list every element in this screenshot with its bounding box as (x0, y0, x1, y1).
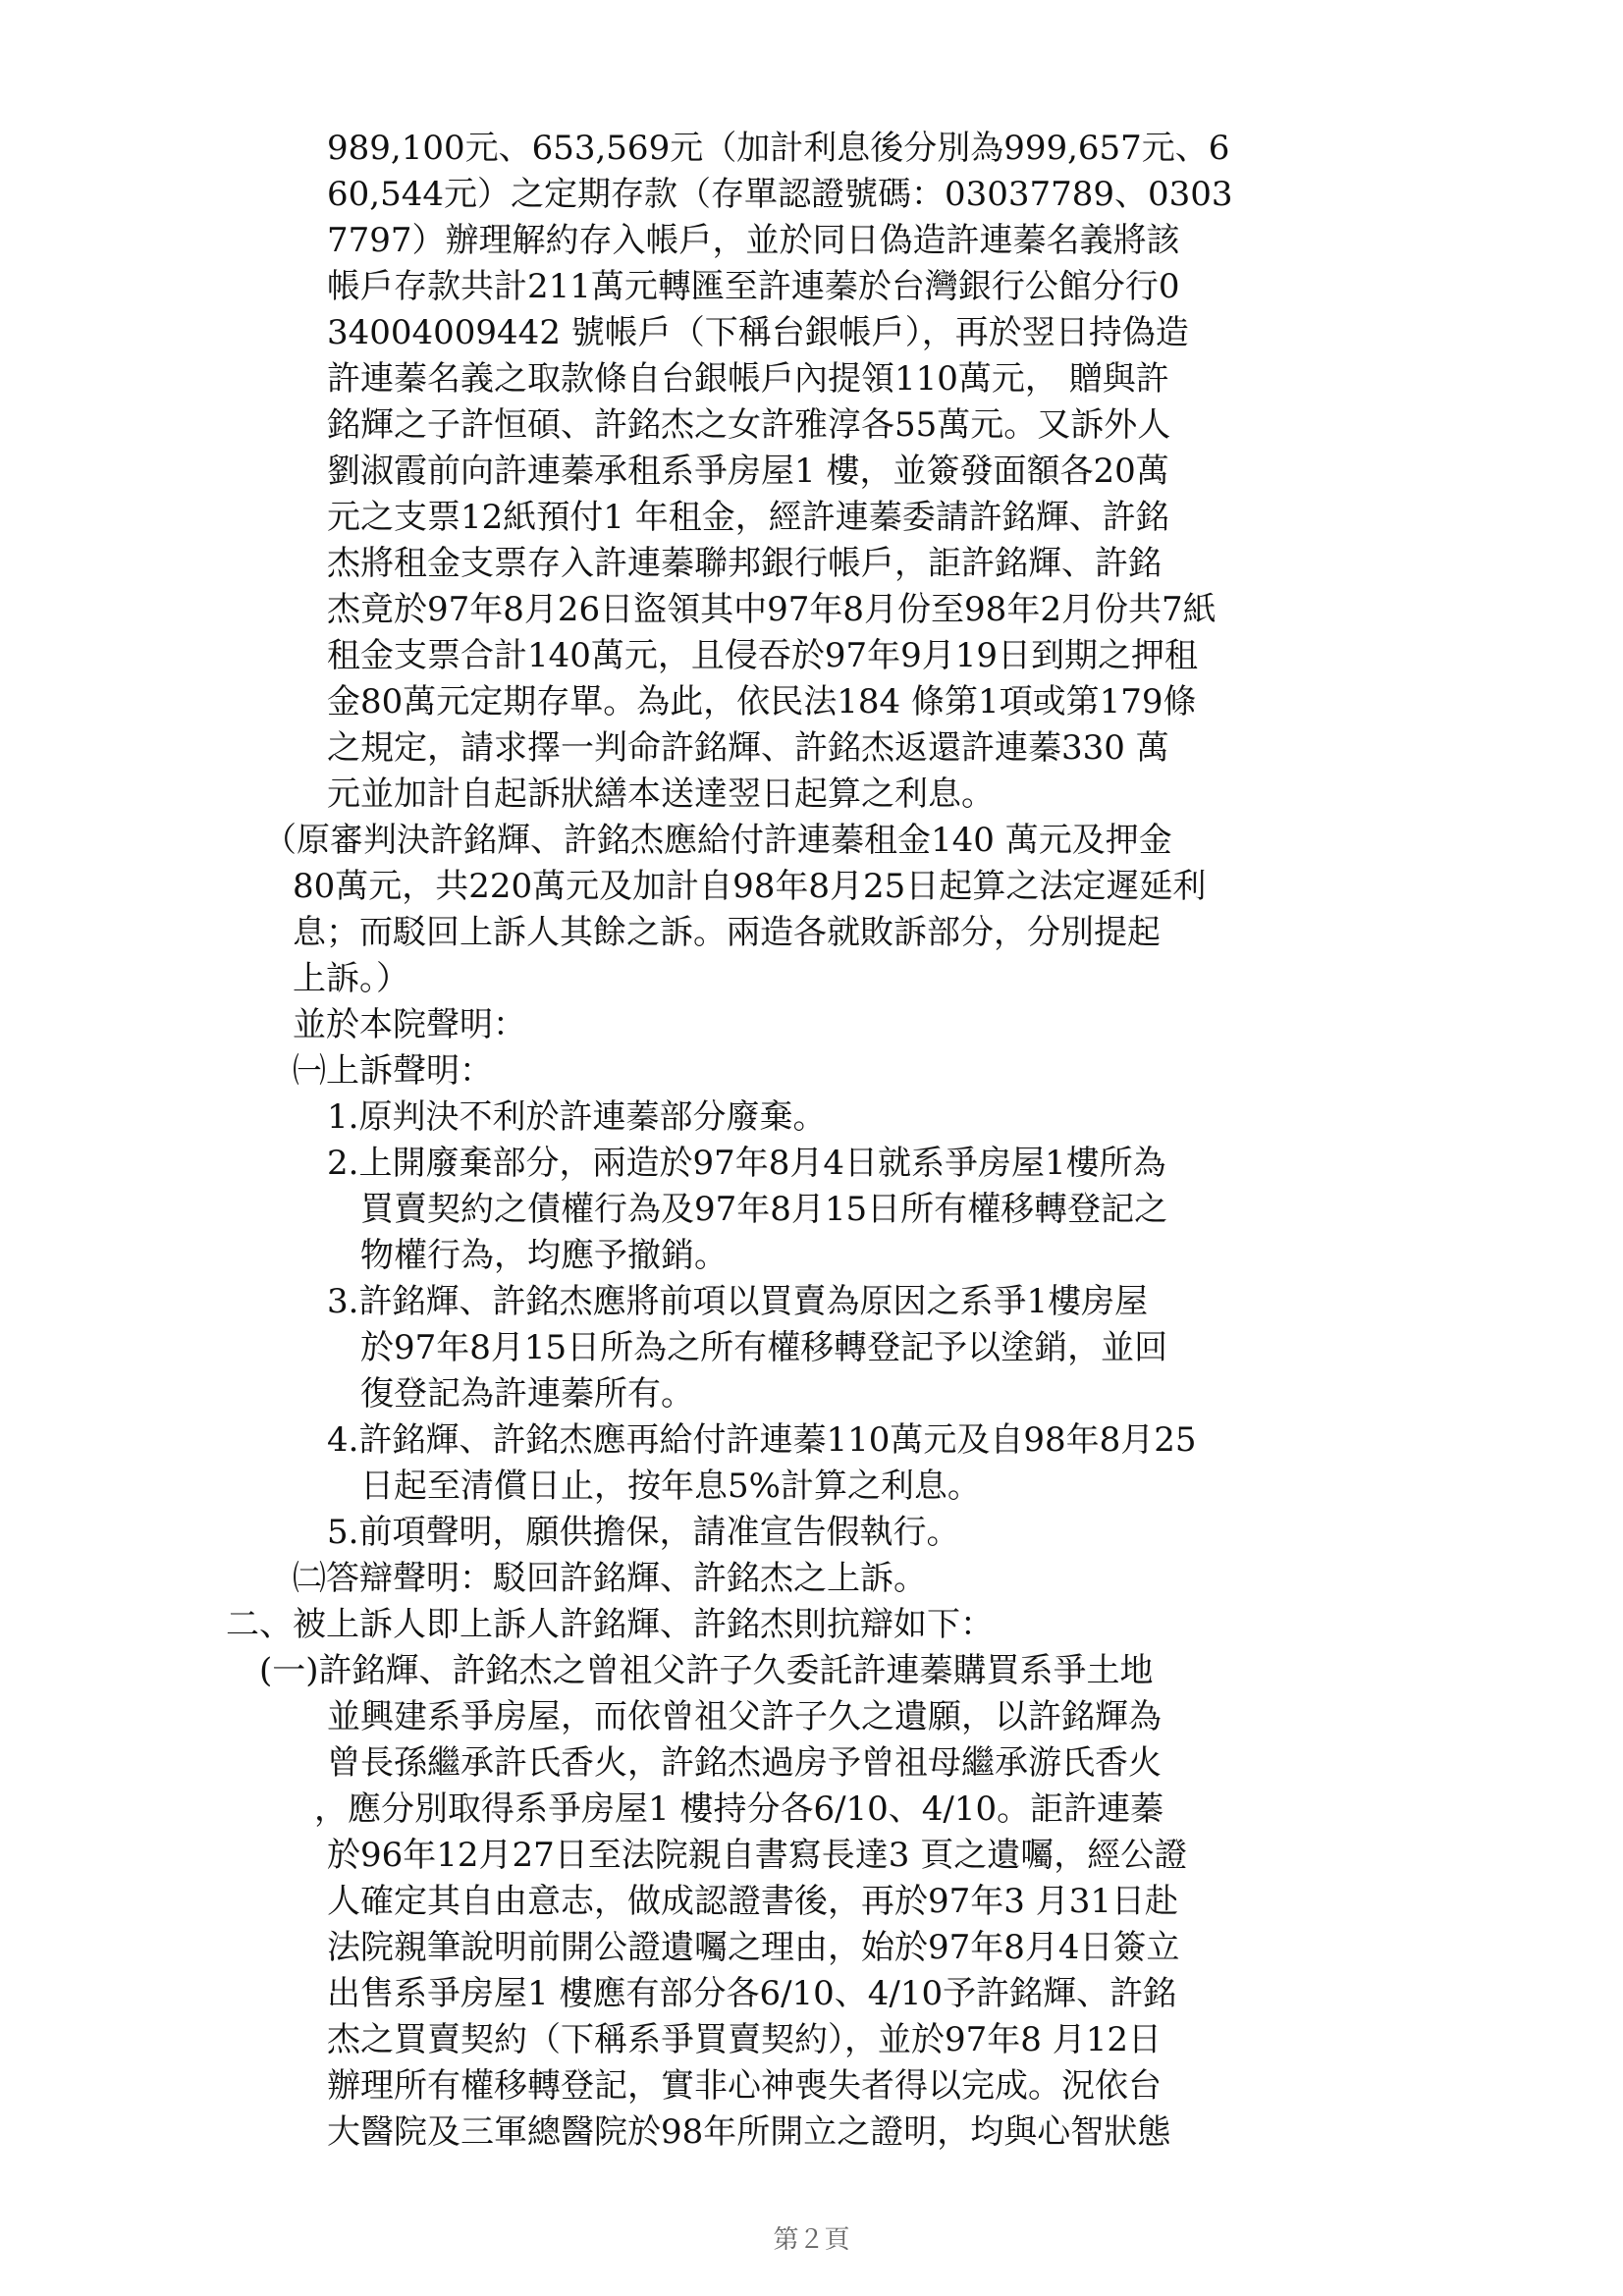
text-line: ㈡答辯聲明：駁回許銘輝、許銘杰之上訴。 (293, 1559, 927, 1598)
text-line: 法院親筆說明前開公證遺囑之理由，始於97年8月4日簽立 (327, 1928, 1180, 1967)
text-line: 曾長孫繼承許氏香火，許銘杰過房予曾祖母繼承游氏香火 (327, 1743, 1162, 1783)
text-line: 上訴。） (293, 959, 409, 998)
text-line: 辦理所有權移轉登記，實非心神喪失者得以完成。況依台 (327, 2066, 1162, 2106)
text-line: 杰竟於97年8月26日盜領其中97年8月份至98年2月份共7紙 (327, 590, 1217, 629)
text-line: 4.許銘輝、許銘杰應再給付許連蓁110萬元及自98年8月25 (327, 1420, 1197, 1460)
text-line: 許連蓁名義之取款條自台銀帳戶內提領110萬元， 贈與許 (327, 359, 1169, 399)
text-line: 日起至清償日止，按年息5%計算之利息。 (360, 1467, 981, 1506)
text-line: （原審判決許銘輝、許銘杰應給付許連蓁租金140 萬元及押金 (263, 821, 1172, 860)
text-line: 之規定，請求擇一判命許銘輝、許銘杰返還許連蓁330 萬 (327, 728, 1169, 768)
text-line: 並興建系爭房屋，而依曾祖父許子久之遺願，以許銘輝為 (327, 1697, 1162, 1736)
text-line: 元並加計自起訴狀繕本送達翌日起算之利息。 (327, 774, 995, 814)
text-line: 並於本院聲明： (293, 1005, 526, 1044)
text-line: 7797）辦理解約存入帳戶，並於同日偽造許連蓁名義將該 (327, 221, 1180, 260)
text-line: 金80萬元定期存單。為此，依民法184 條第1項或第179條 (327, 682, 1197, 721)
text-line: 物權行為，均應予撤銷。 (360, 1236, 728, 1275)
text-line: 出售系爭房屋1 樓應有部分各6/10、4/10予許銘輝、許銘 (327, 1974, 1177, 2013)
text-line: 5.前項聲明，願供擔保，請准宣告假執行。 (327, 1513, 960, 1552)
text-line: ，應分別取得系爭房屋1 樓持分各6/10、4/10。詎許連蓁 (314, 1789, 1164, 1829)
text-line: 1.原判決不利於許連蓁部分廢棄。 (327, 1097, 827, 1137)
text-line: 3.許銘輝、許銘杰應將前項以買賣為原因之系爭1樓房屋 (327, 1282, 1149, 1321)
text-line: 帳戶存款共計211萬元轉匯至許連蓁於台灣銀行公館分行0 (327, 267, 1180, 306)
text-line: 989,100元、653,569元（加計利息後分別為999,657元、6 (327, 129, 1230, 168)
text-line: (一)許銘輝、許銘杰之曾祖父許子久委託許連蓁購買系爭土地 (259, 1651, 1154, 1690)
text-line: 80萬元，共220萬元及加計自98年8月25日起算之法定遲延利 (293, 867, 1207, 906)
text-line: 息；而駁回上訴人其餘之訴。兩造各就敗訴部分，分別提起 (293, 913, 1161, 952)
text-line: 2.上開廢棄部分，兩造於97年8月4日就系爭房屋1樓所為 (327, 1144, 1166, 1183)
text-line: 元之支票12紙預付1 年租金，經許連蓁委請許銘輝、許銘 (327, 498, 1169, 537)
text-line: 復登記為許連蓁所有。 (360, 1374, 694, 1414)
text-line: 租金支票合計140萬元，且侵吞於97年9月19日到期之押租 (327, 636, 1199, 675)
text-line: 34004009442 號帳戶（下稱台銀帳戶），再於翌日持偽造 (327, 313, 1189, 352)
text-line: 大醫院及三軍總醫院於98年所開立之證明，均與心智狀態 (327, 2112, 1171, 2152)
text-line: 劉淑霞前向許連蓁承租系爭房屋1 樓，並簽發面額各20萬 (327, 452, 1169, 491)
text-line: 杰之買賣契約（下稱系爭買賣契約），並於97年8 月12日 (327, 2020, 1162, 2059)
text-line: 杰將租金支票存入許連蓁聯邦銀行帳戶，詎許銘輝、許銘 (327, 544, 1162, 583)
text-line: 銘輝之子許恒碩、許銘杰之女許雅淳各55萬元。又訴外人 (327, 405, 1171, 445)
text-line: ㈠上訴聲明： (293, 1051, 493, 1091)
text-line: 於96年12月27日至法院親自書寫長達3 頁之遺囑，經公證 (327, 1836, 1188, 1875)
text-line: 人確定其自由意志，做成認證書後，再於97年3 月31日赴 (327, 1882, 1178, 1921)
text-line: 買賣契約之債權行為及97年8月15日所有權移轉登記之 (360, 1190, 1168, 1229)
text-line: 60,544元）之定期存款（存單認證號碼：03037789、0303 (327, 175, 1233, 214)
text-line: 於97年8月15日所為之所有權移轉登記予以塗銷，並回 (360, 1328, 1168, 1367)
section-heading: 二、被上訴人即上訴人許銘輝、許銘杰則抗辯如下： (226, 1605, 994, 1644)
page-number: 第２頁 (773, 2225, 850, 2255)
